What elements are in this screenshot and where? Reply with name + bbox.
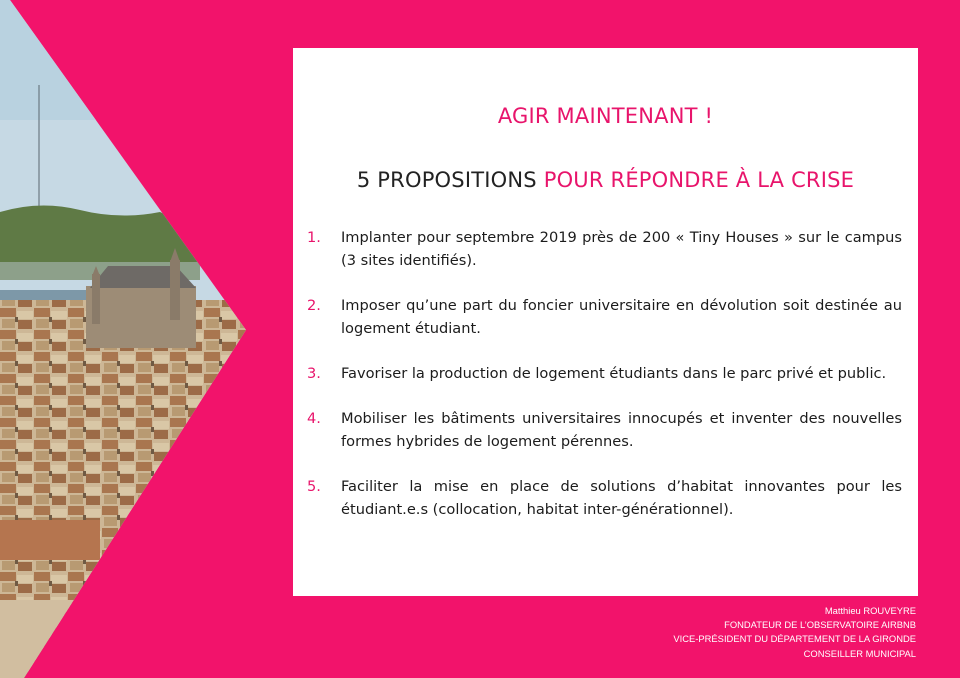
heading-agir: AGIR MAINTENANT ! xyxy=(497,104,714,128)
propositions-list xyxy=(307,226,902,543)
signature-name: Matthieu ROUVEYRE xyxy=(824,605,916,616)
item-number: 1. xyxy=(307,229,321,246)
item-text: Mobiliser les bâtiments universitaires innocupés et inventer des nouvelles formes hybrides de logement pérennes. xyxy=(341,410,902,450)
item-number: 3. xyxy=(307,365,321,382)
list-item xyxy=(307,475,902,521)
heading-propositions-black: 5 PROPOSITIONS xyxy=(356,168,537,192)
city-photo xyxy=(0,0,250,678)
item-text: Imposer qu’une part du foncier universitaire en dévolution soit destinée au logement étudiant. xyxy=(341,297,902,337)
signature-role-1: FONDATEUR DE L’OBSERVATOIRE AIRBNB xyxy=(724,619,916,631)
item-text: Faciliter la mise en place de solutions d’habitat innovantes pour les étudiant.e.s (collocation, habitat inter-générationnel). xyxy=(341,478,902,518)
list-item xyxy=(307,407,902,453)
heading-propositions xyxy=(293,168,918,192)
item-text: Implanter pour septembre 2019 près de 200 « Tiny Houses » sur le campus (3 sites identifiés). xyxy=(341,229,902,269)
signature-role-3: CONSEILLER MUNICIPAL xyxy=(803,647,916,659)
item-text: Favoriser la production de logement étudiants dans le parc privé et public. xyxy=(341,365,887,382)
propositions-card xyxy=(293,48,918,596)
item-number: 2. xyxy=(307,297,321,314)
item-number: 5. xyxy=(307,478,321,495)
signature-block xyxy=(556,604,916,661)
item-number: 4. xyxy=(307,410,321,427)
signature-role-2: VICE-PRÉSIDENT DU DÉPARTEMENT DE LA GIRONDE xyxy=(673,633,916,645)
list-item xyxy=(307,294,902,340)
list-item xyxy=(307,226,902,272)
heading-propositions-pink: POUR RÉPONDRE À LA CRISE xyxy=(543,168,855,192)
list-item xyxy=(307,362,902,385)
